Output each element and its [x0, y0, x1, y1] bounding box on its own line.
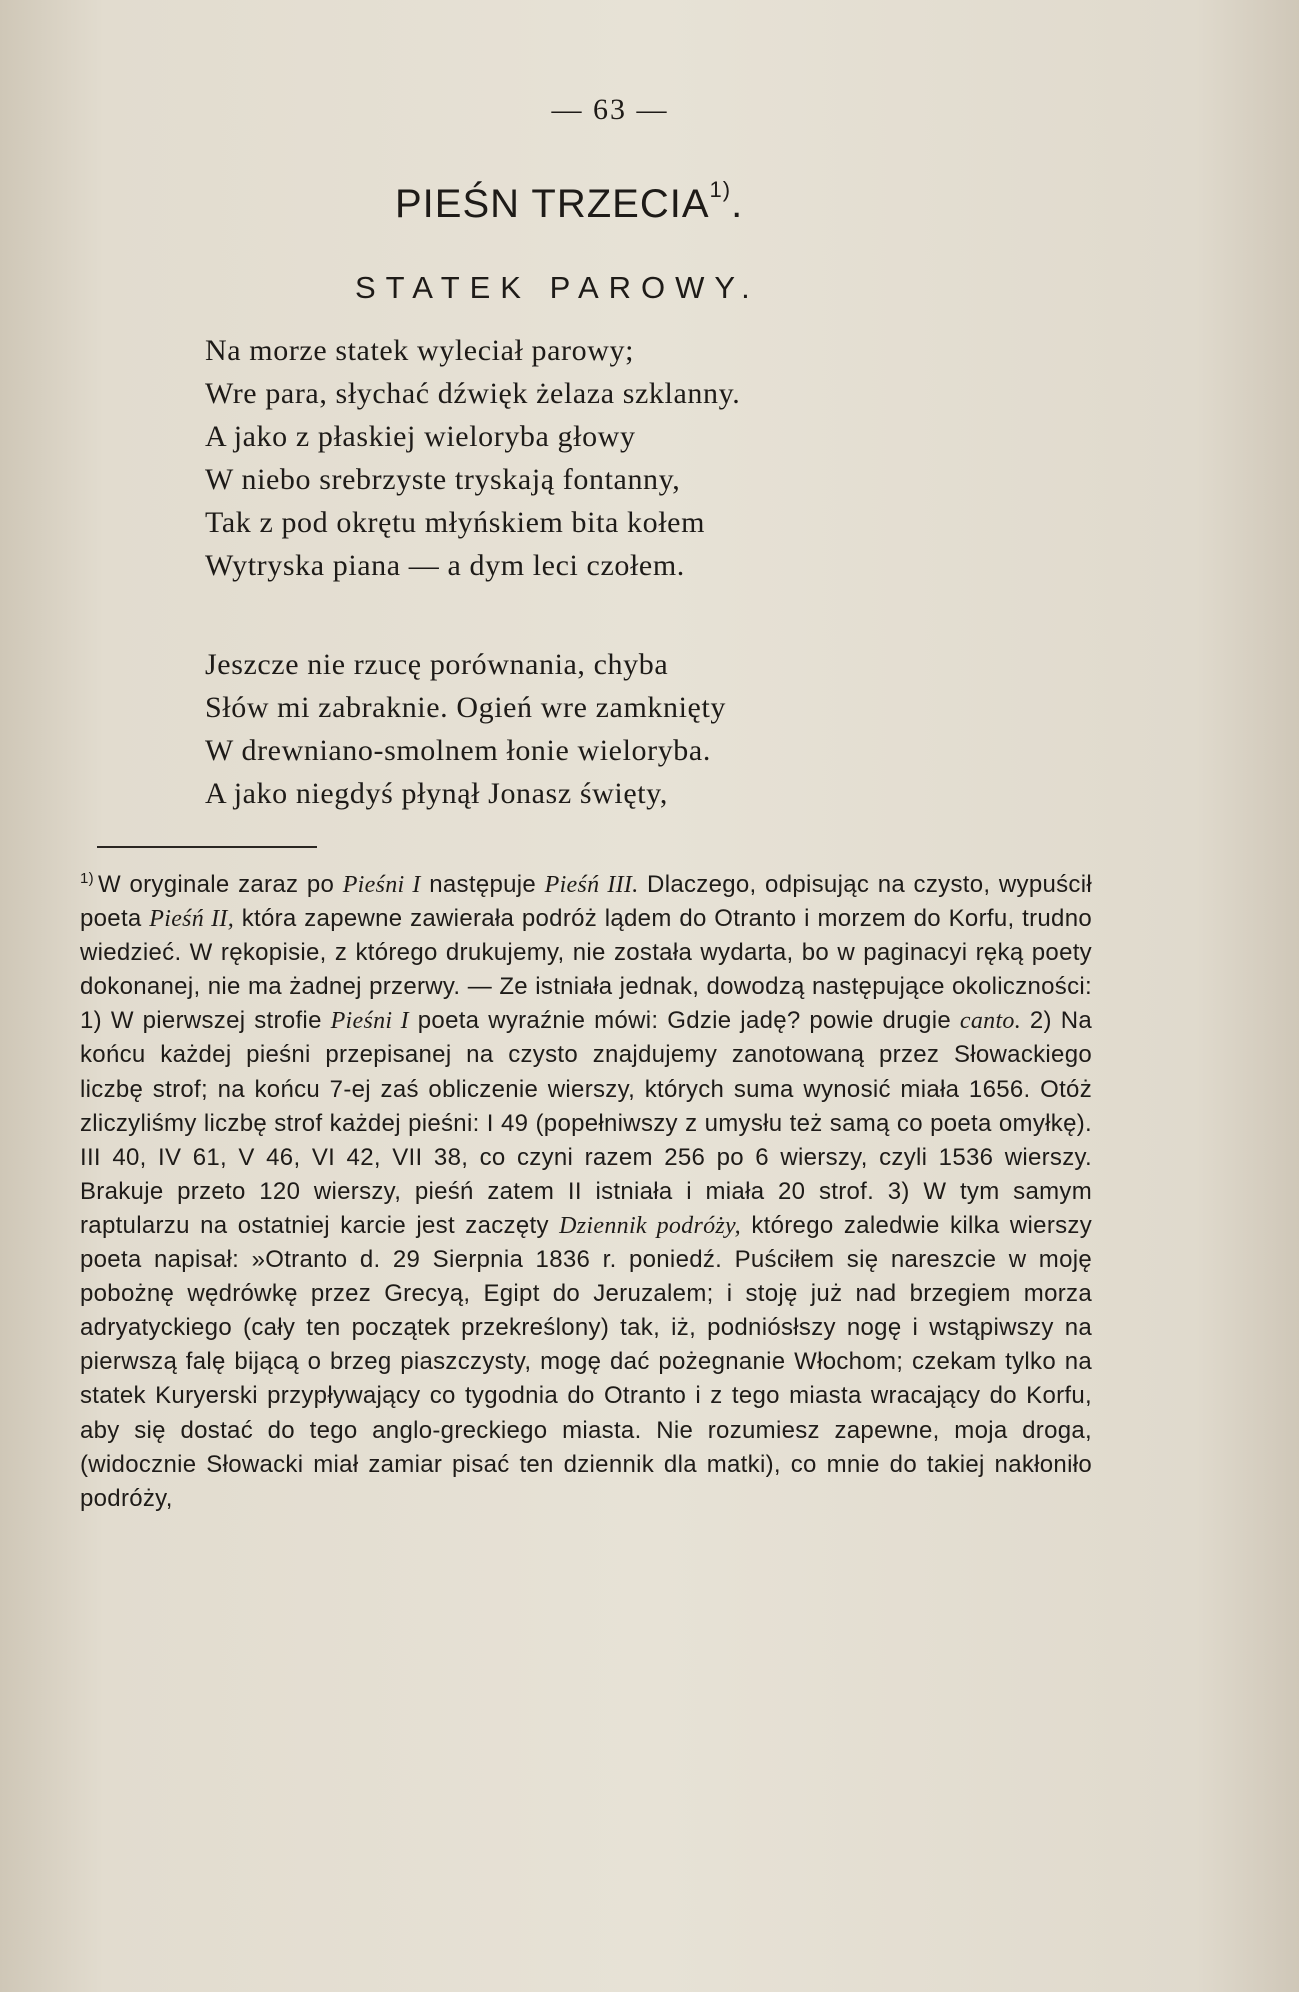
song-title-period: . — [731, 182, 744, 226]
footnote-italic: Dziennik podróży, — [559, 1212, 741, 1239]
footnote-text: następuje — [420, 871, 545, 898]
verse-line: Jeszcze nie rzucę porównania, chyba — [205, 648, 669, 681]
footnote-italic: canto. — [959, 1008, 1022, 1035]
footnote-separator — [97, 846, 317, 848]
footnote-text: poeta wyraźnie mówi: Gdzie jadę? powie drugie — [408, 1007, 960, 1035]
verse-line: Wre para, słychać dźwięk żelaza szklanny. — [205, 377, 741, 410]
footnote-text: W oryginale zaraz po — [97, 871, 343, 898]
verse-line: W drewniano-smolnem łonie wieloryba. — [205, 734, 711, 767]
verse-line: Wytryska piana — a dym leci czołem. — [205, 549, 685, 582]
footnote — [80, 868, 1092, 1516]
verse-line: A jako niegdyś płynął Jonasz święty, — [205, 777, 668, 810]
footnote-marker: 1) — [80, 870, 94, 887]
footnote-italic: Pieśń II, — [149, 906, 234, 933]
footnote-text: która zapewne zawierała podróż lądem do Otranto i morzem do Korfu, trudno wiedzieć. W rękopisie, z którego drukujemy, nie została wydarta, bo w paginacyi ręką poety dokonanej, nie ma żadnej przerwy. — Ze istniała jednak, dowodzą następujące okoliczności: 1) W pierwszej strofie — [80, 905, 1092, 1035]
footnote-text: Dlaczego, odpisując na czysto, wypuścił poeta — [80, 871, 1092, 933]
verse-line: A jako z płaskiej wieloryba głowy — [205, 420, 636, 453]
stanza-2 — [205, 643, 726, 815]
footnote-italic: Pieśń III. — [544, 872, 639, 898]
footnote-italic: Pieśni I — [330, 1008, 409, 1035]
footnote-italic: Pieśni I — [342, 872, 421, 898]
verse-line: Na morze statek wyleciał parowy; — [205, 334, 635, 367]
verse-line: W niebo srebrzyste tryskają fontanny, — [205, 463, 681, 496]
verse-line: Słów mi zabraknie. Ogień wre zamknięty — [205, 691, 726, 724]
title-footnote-marker: 1) — [709, 177, 732, 202]
footnote-text: którego zaledwie kilka wierszy poeta napisał: »Otranto d. 29 Sierpnia 1836 r. poniedź. Puściłem się nareszcie w moję pobożnę wędrówkę przez Grecyą, Egipt do Jeruzalem; i stoję już nad brzegiem morza adryatyckiego (cały ten początek przekreślony) tak, iż, podniósłszy nogę i wstąpiwszy na pierwszą falę bijącą o brzeg piaszczysty, mogę dać pożegnanie Włochom; czekam tylko na statek Kuryerski przypływający co tygodnia do Otranto i z tego miasta wracający do Korfu, aby się dostać do tego anglo-greckiego miasta. Nie rozumiesz zapewne, moja droga, (widocznie Słowacki miał zamiar pisać ten dziennik dla matki), co mnie do takiej nakłoniło podróży, — [80, 1211, 1093, 1512]
verse-line: Tak z pod okrętu młyńskiem bita kołem — [205, 506, 706, 539]
page-number: — 63 — — [551, 93, 669, 126]
song-title-text: PIEŚN TRZECIA — [395, 182, 710, 226]
stanza-1 — [205, 329, 740, 587]
footnote-text: 2) Na końcu każdej pieśni przepisanej na czysto znajdujemy zanotowaną przez Słowackiego liczbę strof; na końcu 7-ej zaś obliczenie wierszy, których suma wynosić miała 1656. Otóż zliczyliśmy liczbę strof każdej pieśni: I 49 (popełniwszy z umysłu też samą co poeta omyłkę). III 40, IV 61, V 46, VI 42, VII 38, co czyni razem 256 po 6 wierszy, czyli 1536 wierszy. Brakuje przeto 120 wierszy, pieśń zatem II istniała i miała 20 strof. 3) W tym samym raptularzu na ostatniej karcie jest zaczęty — [80, 1007, 1092, 1239]
section-title: STATEK PAROWY. — [355, 270, 760, 305]
song-title — [395, 177, 744, 228]
